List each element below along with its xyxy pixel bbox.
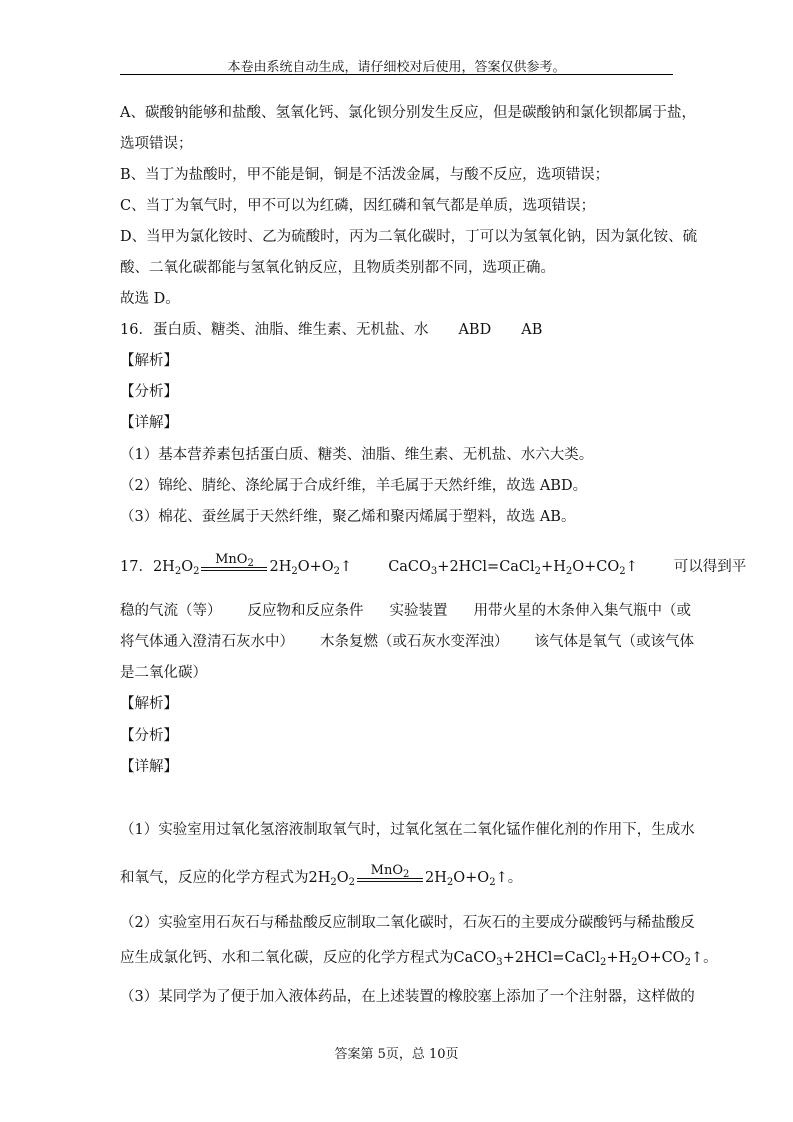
q16-answer-3: AB [521,322,543,338]
eq1-inline: $2H_2O_2$ MnO$_2$ $2H_2O+O_2↑$ [308,863,508,888]
q16-xiangjie: 【详解】 [120,415,178,431]
q17-detail-1-line2: 和氧气，反应的化学方程式为$2H_2O_2$ MnO$_2$ $2H_2O+O_2↑$。 [120,863,523,888]
q17-detail-3-line1: （3）某同学为了便于加入液体药品，在上述装置的橡胶塞上添加了一个注射器，这样做的 [120,989,695,1005]
q16-fenxi: 【分析】 [120,384,178,400]
q16-detail-1: （1）基本营养素包括蛋白质、糖类、油脂、维生素、无机盐、水六大类。 [120,447,594,463]
gas-arrow-icon: ↑ [625,559,638,575]
q16-answer-2: ABD [458,322,492,338]
q17-equation-line [120,552,747,577]
catalyst-label: MnO$_2$ [215,552,254,569]
page-header: 本卷由系统自动生成，请仔细校对后使用，答案仅供参考。 [227,60,566,75]
q16-detail-3: （3）棉花、蚕丝属于天然纤维，聚乙烯和聚丙烯属于塑料，故选 AB。 [120,509,576,525]
q15-option-d-line2: 酸、二氧化碳都能与氢氧化钠反应，且物质类别都不同，选项正确。 [120,260,555,276]
q16-detail-2: （2）锦纶、腈纶、涤纶属于合成纤维，羊毛属于天然纤维，故选 ABD。 [120,478,588,494]
q15-option-a-line2: 选项错误； [120,136,193,152]
q17-line-3: 将气体通入澄清石灰水中） 木条复燃（或石灰水变浑浊） 该气体是氧气（或该气体 [120,634,694,650]
q17-detail-2-line1: （2）实验室用石灰石与稀盐酸反应制取二氧化碳时，石灰石的主要成分碳酸钙与稀盐酸反 [120,915,695,931]
q17-line-4: 是二氧化碳） [120,665,207,681]
eq1-reaction-arrow [201,552,267,577]
q15-answer: 故选 D。 [120,291,180,307]
q17-detail-1-line1: （1）实验室用过氧化氢溶液制取氧气时，过氧化氢在二氧化锰作催化剂的作用下，生成水 [120,822,695,838]
q16-text: 16．蛋白质、糖类、油脂、维生素、无机盐、水 [120,322,429,338]
q17-line-2: 稳的气流（等） 反应物和反应条件 实验装置 用带火星的木条伸入集气瓶中（或 [120,603,691,619]
gas-arrow-icon: ↑ [340,559,353,575]
q17-detail-2-line2: 应生成氯化钙、水和二氧化碳，反应的化学方程式为$CaCO_3+2HCl=CaCl_2+H_2O+CO_2↑$。 [120,950,718,968]
q15-option-a-line1: A、碳酸钠能够和盐酸、氢氧化钙、氯化钡分别发生反应，但是碳酸钠和氯化钡都属于盐， [120,105,696,121]
gas-arrow-icon: ↑ [495,870,508,886]
eq2-inline: $CaCO_3+2HCl=CaCl_2+H_2O+CO_2↑$ [453,950,704,968]
eq1-reactant: $2H_2O_2$ [152,559,200,577]
q16-jiexi: 【解析】 [120,353,178,369]
q17-answer-3-start: 可以得到平 [673,559,747,575]
header-rule [120,74,673,75]
q15-option-d-line1: D、当甲为氯化铵时、乙为硫酸时，丙为二氧化碳时，丁可以为氢氧化钠，因为氯化铵、硫 [120,229,698,245]
gas-arrow-icon: ↑ [690,950,704,966]
q17-jiexi: 【解析】 [120,696,178,712]
q17-xiangjie: 【详解】 [120,759,178,775]
q16-answer-line [120,321,542,339]
q17-number: 17． [120,559,153,575]
eq1-inline-arrow: MnO$_2$ [357,870,423,888]
eq2: $CaCO_3+2HCl=CaCl_2+H_2O+CO_2↑$ [388,559,638,577]
page-footer: 答案第 5页，总 10页 [334,1047,459,1062]
q15-option-b: B、当丁为盐酸时，甲不能是铜，铜是不活泼金属，与酸不反应，选项错误； [120,167,610,183]
q17-fenxi: 【分析】 [120,728,178,744]
eq1-products: $2H_2O+O_2↑$ [269,559,353,577]
q15-option-c: C、当丁为氧气时，甲不可以为红磷，因红磷和氧气都是单质，选项错误； [120,198,596,214]
